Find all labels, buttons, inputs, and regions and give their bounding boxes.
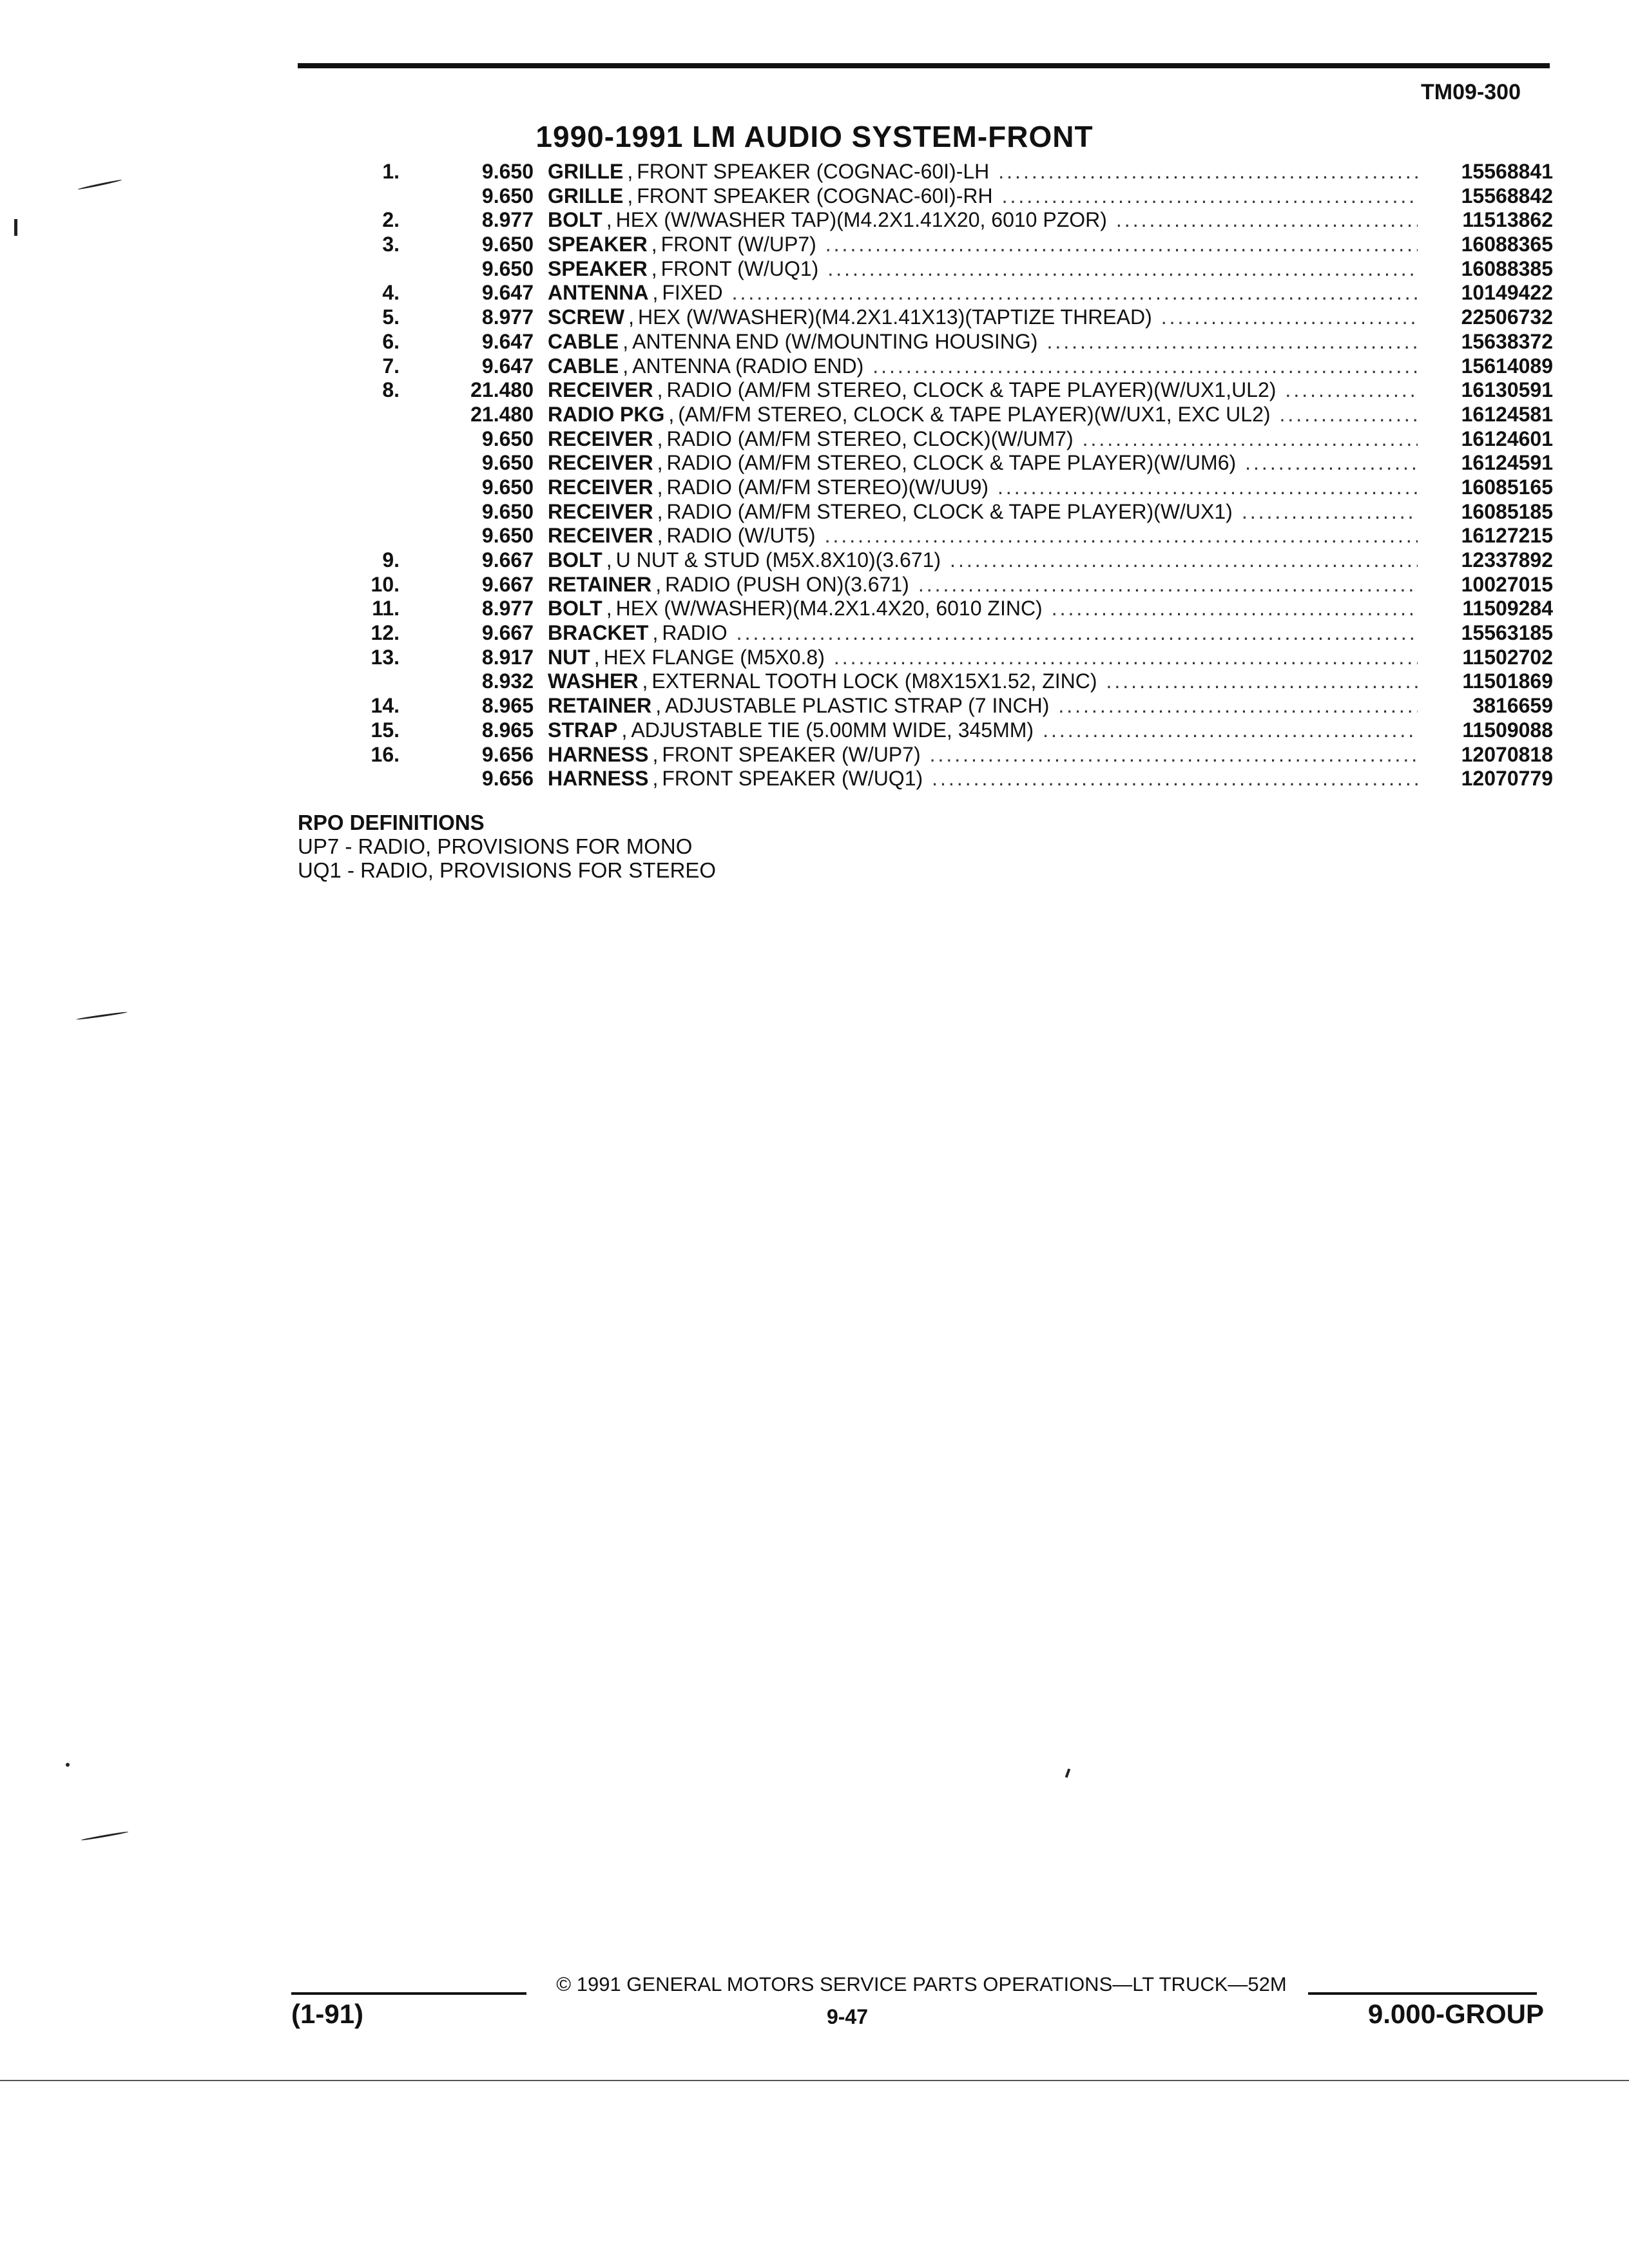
group-number: 9.656 — [481, 742, 534, 766]
leader-dots — [1276, 378, 1418, 403]
group-number: 9.647 — [481, 354, 534, 378]
group-number: 9.650 — [481, 233, 534, 256]
part-description — [548, 669, 1418, 694]
part-name: RECEIVER — [548, 378, 653, 402]
part-detail: ADJUSTABLE TIE (5.00MM WIDE, 345MM) — [631, 718, 1034, 742]
footer-rule-left — [291, 1992, 526, 1995]
part-detail: ANTENNA (RADIO END) — [632, 354, 864, 378]
part-name: HARNESS — [548, 767, 649, 791]
name-separator: , — [606, 597, 612, 620]
part-detail: HEX (W/WASHER)(M4.2X1.41X13)(TAPTIZE THREAD) — [638, 305, 1152, 329]
leader-dots — [1034, 718, 1418, 743]
table-row — [348, 669, 1553, 694]
part-name: BRACKET — [548, 621, 649, 645]
leader-dots — [1043, 597, 1418, 621]
part-detail: HEX (W/WASHER TAP)(M4.2X1.41X20, 6010 PZOR) — [615, 208, 1107, 232]
name-separator: , — [657, 475, 663, 499]
table-row — [348, 281, 1553, 305]
scan-mark — [77, 179, 122, 190]
table-row — [348, 767, 1553, 791]
table-row — [348, 500, 1553, 524]
group-number: 21.480 — [470, 402, 534, 426]
part-name: STRAP — [548, 718, 618, 742]
part-number: 16124591 — [1461, 451, 1553, 475]
leader-dots — [863, 354, 1418, 379]
table-row — [348, 694, 1553, 718]
name-separator: , — [652, 742, 659, 766]
table-row — [348, 476, 1553, 500]
item-number: 3. — [382, 233, 400, 256]
part-description — [548, 500, 1418, 524]
scan-mark — [1065, 1769, 1071, 1778]
group-number: 9.650 — [481, 475, 534, 499]
item-number: 7. — [382, 354, 400, 378]
name-separator: , — [657, 451, 663, 475]
group-number: 9.656 — [481, 767, 534, 791]
name-separator: , — [642, 669, 648, 693]
page-number: 9-47 — [826, 2005, 869, 2028]
part-description — [548, 305, 1418, 330]
table-row — [348, 378, 1553, 403]
leader-dots — [988, 476, 1418, 500]
part-detail: FRONT SPEAKER (COGNAC-60I)-RH — [637, 184, 993, 207]
item-number: 1. — [382, 160, 400, 183]
part-number: 3816659 — [1472, 694, 1553, 718]
part-name: RECEIVER — [548, 524, 653, 548]
revision-date: (1-91) — [291, 1999, 364, 2029]
part-detail: FRONT SPEAKER (W/UP7) — [662, 742, 921, 766]
copyright-notice: © 1991 GENERAL MOTORS SERVICE PARTS OPERATIONS—LT TRUCK—52M — [556, 1973, 1287, 1995]
part-detail: U NUT & STUD (M5X.8X10)(3.671) — [615, 548, 941, 572]
part-name: BOLT — [548, 548, 602, 572]
part-name: RETAINER — [548, 572, 652, 596]
leader-dots — [816, 524, 1418, 548]
leader-dots — [1271, 403, 1418, 427]
scan-mark — [76, 1011, 128, 1020]
group-number: 8.977 — [481, 305, 534, 329]
name-separator: , — [657, 524, 663, 548]
leader-dots — [921, 743, 1418, 767]
part-description — [548, 524, 1418, 548]
part-name: RETAINER — [548, 694, 652, 718]
leader-dots — [728, 621, 1418, 646]
part-number: 16085185 — [1461, 499, 1553, 523]
part-description — [548, 694, 1418, 718]
item-number: 10. — [371, 572, 400, 596]
part-number: 16130591 — [1461, 378, 1553, 402]
table-row — [348, 257, 1553, 282]
part-detail: ADJUSTABLE PLASTIC STRAP (7 INCH) — [665, 694, 1050, 718]
leader-dots — [1233, 500, 1418, 524]
name-separator: , — [593, 645, 600, 669]
table-row — [348, 524, 1553, 548]
part-name: HARNESS — [548, 742, 649, 766]
document-code: TM09-300 — [1421, 80, 1521, 104]
part-detail: FIXED — [662, 281, 723, 305]
part-number: 11509284 — [1462, 597, 1553, 620]
part-number: 11502702 — [1462, 645, 1553, 669]
name-separator: , — [622, 354, 629, 378]
leader-dots — [1097, 669, 1418, 694]
group-number: 9.650 — [481, 427, 534, 450]
part-description — [548, 354, 1418, 379]
part-number: 15568842 — [1461, 184, 1553, 207]
part-detail: FRONT SPEAKER (W/UQ1) — [662, 767, 923, 791]
group-number: 9.650 — [481, 160, 534, 183]
part-number: 12070818 — [1461, 742, 1553, 766]
part-name: CABLE — [548, 354, 619, 378]
part-description — [548, 378, 1418, 403]
item-number: 4. — [382, 281, 400, 305]
group-number: 8.932 — [481, 669, 534, 693]
part-description — [548, 160, 1418, 184]
part-number: 16124581 — [1461, 402, 1553, 426]
part-description — [548, 257, 1418, 282]
part-description — [548, 330, 1418, 354]
name-separator: , — [622, 329, 629, 353]
name-separator: , — [627, 184, 633, 207]
part-name: BOLT — [548, 597, 602, 620]
part-detail: ANTENNA END (W/MOUNTING HOUSING) — [632, 329, 1038, 353]
part-number: 11501869 — [1462, 669, 1553, 693]
table-row — [348, 354, 1553, 379]
table-row — [348, 621, 1553, 646]
part-detail: HEX (W/WASHER)(M4.2X1.4X20, 6010 ZINC) — [615, 597, 1043, 620]
part-detail: RADIO — [662, 621, 728, 645]
part-number: 12070779 — [1461, 767, 1553, 791]
name-separator: , — [668, 402, 675, 426]
part-number: 10149422 — [1461, 281, 1553, 305]
part-detail: RADIO (PUSH ON)(3.671) — [665, 572, 909, 596]
table-row — [348, 184, 1553, 209]
table-row — [348, 573, 1553, 597]
group-number: 8.977 — [481, 597, 534, 620]
part-description — [548, 208, 1418, 233]
part-name: SPEAKER — [548, 233, 648, 256]
group-number: 8.965 — [481, 718, 534, 742]
part-description — [548, 184, 1418, 209]
part-detail: RADIO (W/UT5) — [666, 524, 816, 548]
table-row — [348, 403, 1553, 427]
part-detail: RADIO (AM/FM STEREO, CLOCK)(W/UM7) — [666, 427, 1074, 450]
scan-mark — [81, 1831, 128, 1841]
part-description — [548, 451, 1418, 476]
part-name: GRILLE — [548, 184, 624, 207]
part-number: 15568841 — [1461, 160, 1553, 183]
table-row — [348, 427, 1553, 452]
name-separator: , — [627, 160, 633, 183]
part-detail: HEX FLANGE (M5X0.8) — [603, 645, 825, 669]
part-name: RECEIVER — [548, 475, 653, 499]
name-separator: , — [655, 572, 662, 596]
page-title: 1990-1991 LM AUDIO SYSTEM-FRONT — [535, 120, 1094, 153]
leader-dots — [909, 573, 1418, 597]
part-description — [548, 427, 1418, 452]
part-detail: FRONT (W/UQ1) — [660, 256, 819, 280]
leader-dots — [941, 548, 1418, 573]
table-row — [348, 330, 1553, 354]
part-description — [548, 597, 1418, 621]
leader-dots — [923, 767, 1418, 791]
part-name: RADIO PKG — [548, 402, 665, 426]
rpo-heading: RPO DEFINITIONS — [298, 811, 485, 834]
item-number: 9. — [382, 548, 400, 572]
leader-dots — [1152, 305, 1418, 330]
part-description — [548, 233, 1418, 257]
leader-dots — [816, 233, 1418, 257]
part-number: 11513862 — [1462, 208, 1553, 232]
table-row — [348, 305, 1553, 330]
leader-dots — [818, 257, 1418, 282]
table-row — [348, 208, 1553, 233]
table-row — [348, 233, 1553, 257]
part-detail: FRONT SPEAKER (COGNAC-60I)-LH — [637, 160, 990, 183]
part-number: 12337892 — [1461, 548, 1553, 572]
name-separator: , — [628, 305, 634, 329]
part-name: RECEIVER — [548, 451, 653, 475]
group-number: 9.650 — [481, 256, 534, 280]
leader-dots — [723, 281, 1418, 305]
name-separator: , — [657, 378, 663, 402]
name-separator: , — [657, 427, 663, 450]
scan-mark — [14, 219, 17, 236]
leader-dots — [993, 184, 1418, 209]
leader-dots — [1049, 694, 1418, 718]
part-number: 15638372 — [1461, 329, 1553, 353]
part-number: 16088385 — [1461, 256, 1553, 280]
name-separator: , — [651, 233, 657, 256]
scan-mark — [66, 1763, 70, 1767]
part-number: 10027015 — [1461, 572, 1553, 596]
leader-dots — [1074, 427, 1418, 452]
part-description — [548, 403, 1418, 427]
item-number: 15. — [371, 718, 400, 742]
leader-dots — [825, 646, 1418, 670]
group-number: 9.650 — [481, 184, 534, 207]
item-number: 12. — [371, 621, 400, 645]
part-name: CABLE — [548, 329, 619, 353]
group-number: 8.965 — [481, 694, 534, 718]
item-number: 2. — [382, 208, 400, 232]
part-name: WASHER — [548, 669, 639, 693]
part-name: GRILLE — [548, 160, 624, 183]
part-name: RECEIVER — [548, 427, 653, 450]
part-description — [548, 573, 1418, 597]
leader-dots — [1236, 451, 1418, 476]
name-separator: , — [652, 767, 659, 791]
group-number: 8.977 — [481, 208, 534, 232]
group-number: 9.650 — [481, 524, 534, 548]
table-row — [348, 743, 1553, 767]
group-number: 9.667 — [481, 621, 534, 645]
rpo-definition: UQ1 - RADIO, PROVISIONS FOR STEREO — [298, 858, 717, 882]
part-name: NUT — [548, 645, 590, 669]
item-number: 14. — [371, 694, 400, 718]
part-number: 15614089 — [1461, 354, 1553, 378]
rpo-definitions — [298, 811, 716, 882]
table-row — [348, 548, 1553, 573]
leader-dots — [1107, 208, 1418, 233]
part-detail: FRONT (W/UP7) — [660, 233, 816, 256]
group-number: 9.650 — [481, 499, 534, 523]
part-description — [548, 476, 1418, 500]
group-number: 9.647 — [481, 281, 534, 305]
item-number: 16. — [371, 742, 400, 766]
name-separator: , — [606, 548, 612, 572]
table-row — [348, 160, 1553, 184]
group-number: 8.917 — [481, 645, 534, 669]
name-separator: , — [652, 281, 659, 305]
table-row — [348, 451, 1553, 476]
part-detail: EXTERNAL TOOTH LOCK (M8X15X1.52, ZINC) — [651, 669, 1097, 693]
part-description — [548, 718, 1418, 743]
part-name: BOLT — [548, 208, 602, 232]
part-number: 15563185 — [1461, 621, 1553, 645]
parts-list — [348, 160, 1553, 791]
part-name: SCREW — [548, 305, 625, 329]
item-number: 8. — [382, 378, 400, 402]
footer-rule-right — [1308, 1992, 1537, 1995]
part-number: 16088365 — [1461, 233, 1553, 256]
item-number: 13. — [371, 645, 400, 669]
name-separator: , — [657, 499, 663, 523]
part-description — [548, 621, 1418, 646]
part-detail: RADIO (AM/FM STEREO, CLOCK & TAPE PLAYER)(W/UX1) — [666, 499, 1233, 523]
part-number: 11509088 — [1462, 718, 1553, 742]
item-number: 5. — [382, 305, 400, 329]
part-name: SPEAKER — [548, 256, 648, 280]
group-label: 9.000-GROUP — [1367, 1999, 1544, 2029]
rpo-definition: UP7 - RADIO, PROVISIONS FOR MONO — [298, 834, 693, 858]
part-detail: RADIO (AM/FM STEREO, CLOCK & TAPE PLAYER)(W/UM6) — [666, 451, 1237, 475]
group-number: 9.667 — [481, 548, 534, 572]
part-name: ANTENNA — [548, 281, 649, 305]
bottom-rule — [0, 2080, 1629, 2081]
item-number: 11. — [372, 597, 400, 620]
part-description — [548, 548, 1418, 573]
leader-dots — [1037, 330, 1418, 354]
table-row — [348, 597, 1553, 621]
part-number: 22506732 — [1461, 305, 1553, 329]
group-number: 21.480 — [470, 378, 534, 402]
top-rule — [298, 63, 1550, 68]
item-number: 6. — [382, 329, 400, 353]
name-separator: , — [621, 718, 628, 742]
part-description — [548, 743, 1418, 767]
name-separator: , — [606, 208, 612, 232]
part-description — [548, 767, 1418, 791]
group-number: 9.650 — [481, 451, 534, 475]
part-detail: RADIO (AM/FM STEREO)(W/UU9) — [666, 475, 989, 499]
part-number: 16127215 — [1461, 524, 1553, 548]
part-detail: RADIO (AM/FM STEREO, CLOCK & TAPE PLAYER)(W/UX1,UL2) — [666, 378, 1277, 402]
part-name: RECEIVER — [548, 499, 653, 523]
name-separator: , — [652, 621, 659, 645]
part-detail: (AM/FM STEREO, CLOCK & TAPE PLAYER)(W/UX1, EXC UL2) — [678, 402, 1271, 426]
part-description — [548, 646, 1418, 670]
group-number: 9.647 — [481, 329, 534, 353]
name-separator: , — [651, 256, 657, 280]
leader-dots — [989, 160, 1418, 184]
table-row — [348, 646, 1553, 670]
table-row — [348, 718, 1553, 743]
part-number: 16124601 — [1461, 427, 1553, 450]
part-description — [548, 281, 1418, 305]
group-number: 9.667 — [481, 572, 534, 596]
part-number: 16085165 — [1461, 475, 1553, 499]
name-separator: , — [655, 694, 662, 718]
